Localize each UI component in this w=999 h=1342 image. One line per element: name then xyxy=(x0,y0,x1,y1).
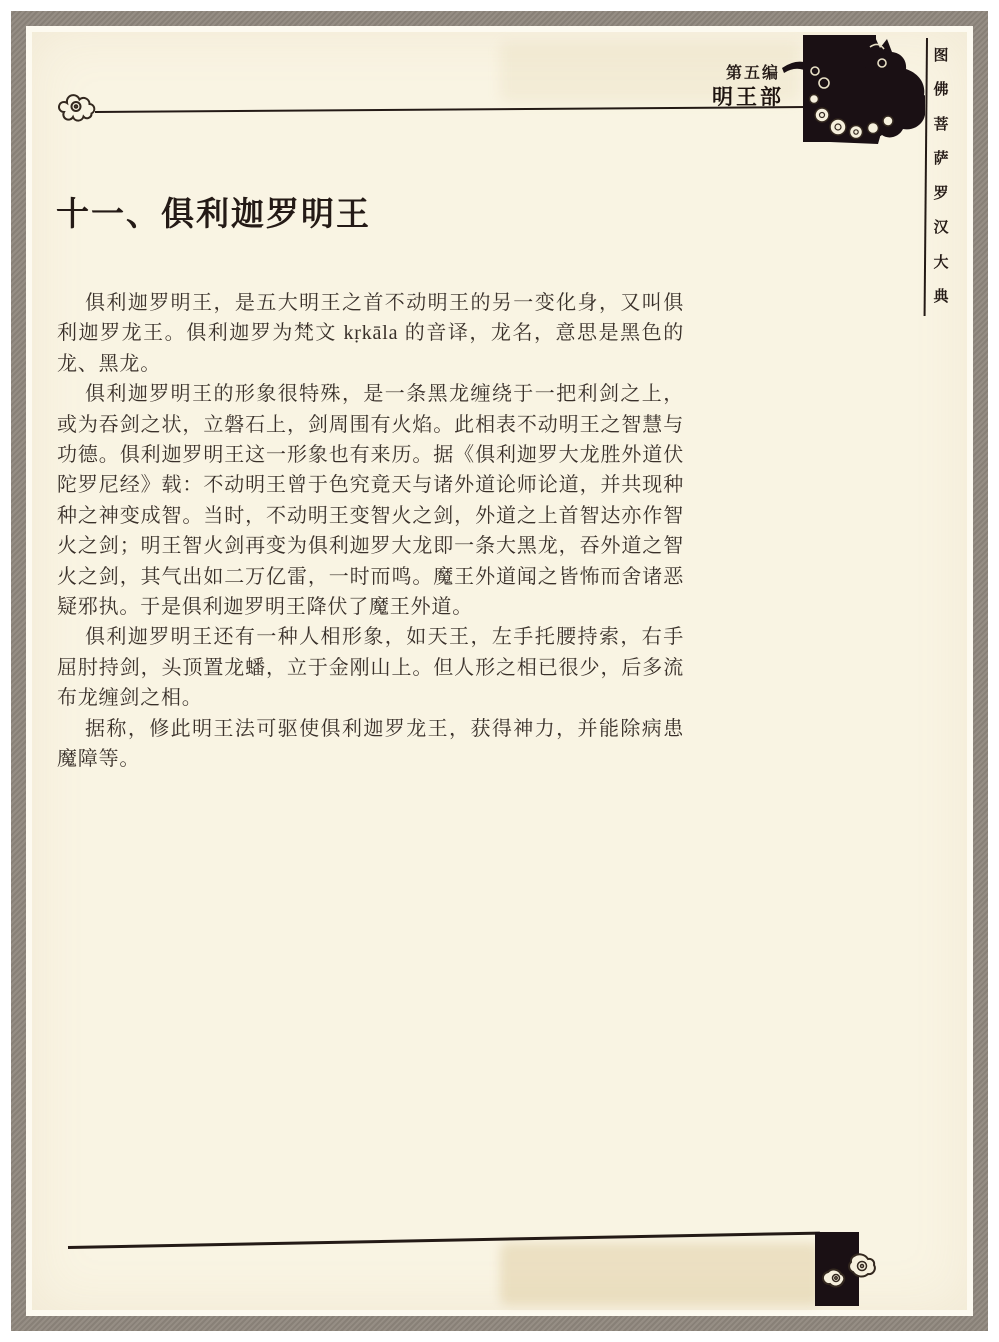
book-title-char: 萨 xyxy=(933,149,949,168)
section-label: 第五编 xyxy=(725,63,780,82)
book-title-char: 典 xyxy=(933,286,949,305)
article-title: 十一、俱利迦罗明王 xyxy=(56,194,371,233)
book-title-char: 菩 xyxy=(933,114,949,133)
book-title-char: 大 xyxy=(933,252,949,271)
book-title-vertical xyxy=(931,44,951,306)
deity-cloud-block-icon xyxy=(770,33,925,150)
book-title-char: 佛 xyxy=(933,80,949,99)
article-paragraph: 据称，修此明王法可驱使俱利迦罗龙王，获得神力，并能除病患魔障等。 xyxy=(57,717,684,771)
article-body xyxy=(57,288,684,775)
section-title: 明王部 xyxy=(712,85,784,109)
book-title-char: 图 xyxy=(933,46,949,64)
scan-tint xyxy=(500,1243,820,1305)
article-paragraph: 俱利迦罗明王的形象很特殊，是一条黑龙缠绕于一把利剑之上，或为吞剑之状，立磐石上，剑周围有火焰。此相表不动明王之智慧与功德。俱利迦罗明王这一形象也有来历。据《俱利迦罗大龙胜外道伏陀罗尼经》载：不动明王曾于色究竟天与诸外道论师论道，并共现种种之神变成智。当时，不动明王变智火之剑，外道之上首智达亦作智火之剑；明王智火剑再变为俱利迦罗大龙即一条大黑龙，吞外道之智火之剑，其气出如二万亿雷，一时而鸣。魔王外道闻之皆怖而舍诸恶疑邪执。于是俱利迦罗明王降伏了魔王外道。 xyxy=(57,383,684,619)
article-paragraph: 俱利迦罗明王还有一种人相形象，如天王，左手托腰持索，右手屈肘持剑，头顶置龙蟠，立于金刚山上。但人形之相已很少，后多流布龙缠剑之相。 xyxy=(57,626,684,710)
article-paragraph: 俱利迦罗明王，是五大明王之首不动明王的另一变化身，又叫俱利迦罗龙王。俱利迦罗为梵文 kṛkāla 的音译，龙名，意思是黑色的龙、黑龙。 xyxy=(57,292,684,375)
book-title-char: 罗 xyxy=(933,183,949,202)
book-title-char: 汉 xyxy=(933,218,949,237)
cloud-ornament-icon xyxy=(53,90,99,129)
footer-cloud-block-icon xyxy=(812,1230,904,1315)
